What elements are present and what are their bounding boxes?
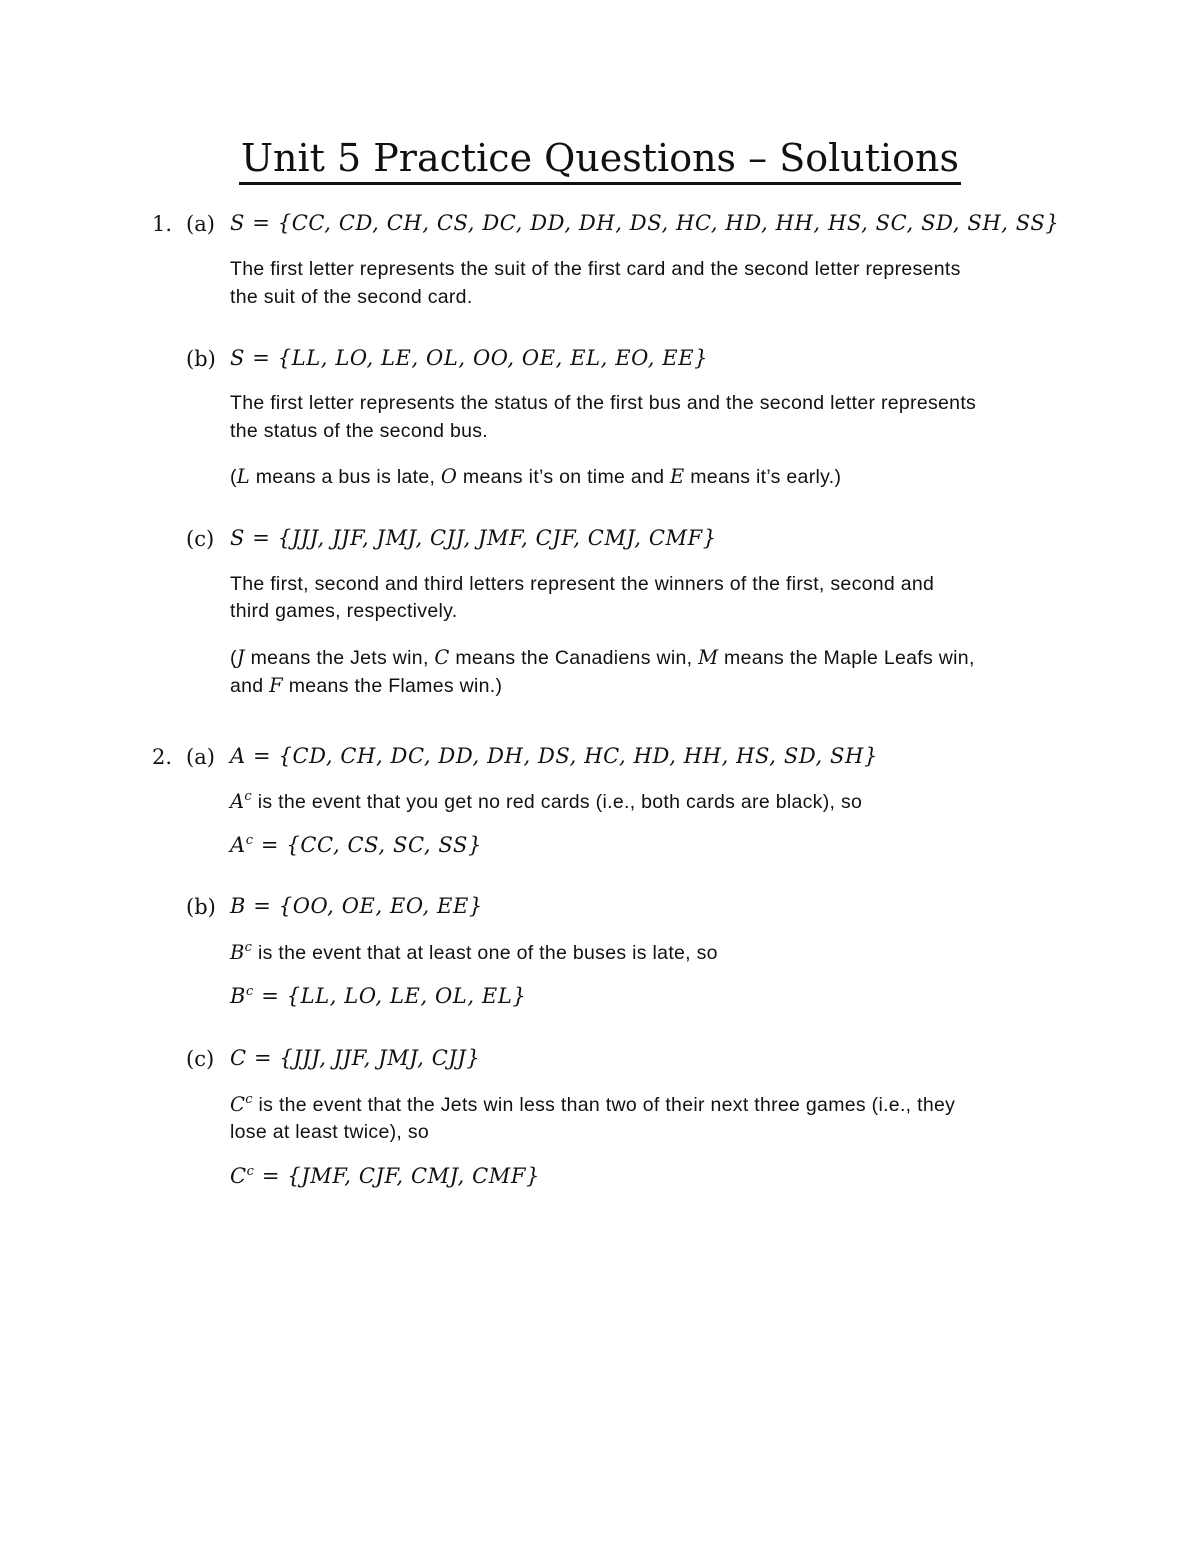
question-1-number: 1.	[152, 212, 173, 236]
q1c-sample-space: S = {JJJ, JJF, JMJ, CJJ, JMF, CJF, CMJ, CMF}	[230, 526, 717, 550]
q1a-explanation-line-1: The first letter represents the suit of the first card and the second letter represents	[230, 258, 961, 280]
page-title	[0, 134, 1200, 185]
q2a-complement-set: $A^c = \{CC$, CS, SC, SS}	[230, 833, 482, 857]
q1c-legend-note-line-1: (J means the Jets win, C means the Canadiens win, M means the Maple Leafs win,	[230, 646, 975, 669]
q1-part-b-label: (b)	[186, 347, 216, 371]
q2b-complement-set: $B^c = \{LL$, LO, LE, OL, EL}	[230, 984, 527, 1008]
q2b-complement-description: $B^c$ is the event that at least one of the buses is late, so	[230, 940, 718, 964]
q1b-legend-note: (L means a bus is late, O means it’s on time and E means it’s early.)	[230, 465, 842, 488]
q1c-explanation-line-1: The first, second and third letters represent the winners of the first, second and	[230, 573, 935, 595]
question-2-number: 2.	[152, 745, 173, 769]
q1c-legend-note-line-2: and F means the Flames win.)	[230, 674, 503, 697]
q2a-event-set: A = {CD, CH, DC, DD, DH, DS, HC, HD, HH, HS, SD, SH}	[230, 744, 878, 768]
q2-part-a-label: (a)	[186, 745, 215, 769]
q1-part-a-label: (a)	[186, 212, 215, 236]
q2-part-b-label: (b)	[186, 895, 216, 919]
page-title-text: Unit 5 Practice Questions – Solutions	[239, 134, 961, 185]
q1-part-c-label: (c)	[186, 527, 215, 551]
q2c-complement-description-line-2: lose at least twice), so	[230, 1121, 430, 1143]
q2c-complement-description-line-1: $C^c$ is the event that the Jets win less than two of their next three games (i.e., they	[230, 1092, 956, 1116]
q1b-explanation-line-2: the status of the second bus.	[230, 420, 489, 442]
q2c-complement-set: $C^c = \{JMF$, CJF, CMJ, CMF}	[230, 1164, 540, 1188]
q1b-explanation-line-1: The first letter represents the status of the first bus and the second letter represents	[230, 392, 977, 414]
q2a-complement-description: $A^c$ is the event that you get no red cards (i.e., both cards are black), so	[230, 789, 863, 813]
q2c-event-set: C = {JJJ, JJF, JMJ, CJJ}	[230, 1046, 481, 1070]
q1b-sample-space: S = {LL, LO, LE, OL, OO, OE, EL, EO, EE}	[230, 346, 709, 370]
q1a-sample-space: S = {CC, CD, CH, CS, DC, DD, DH, DS, HC, HD, HH, HS, SC, SD, SH, SS}	[230, 211, 1060, 235]
q1c-explanation-line-2: third games, respectively.	[230, 600, 458, 622]
q2b-event-set: B = {OO, OE, EO, EE}	[230, 894, 483, 918]
q1a-explanation-line-2: the suit of the second card.	[230, 286, 473, 308]
q2-part-c-label: (c)	[186, 1047, 215, 1071]
